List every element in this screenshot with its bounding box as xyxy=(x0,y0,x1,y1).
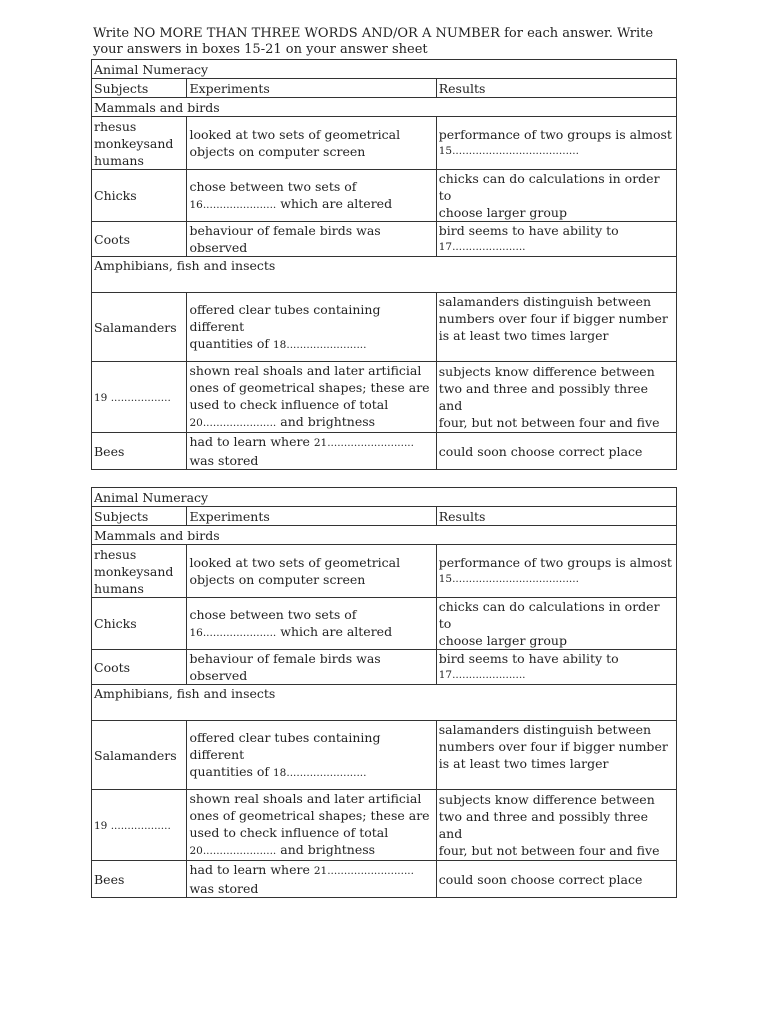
table-row xyxy=(92,117,677,170)
experiment-text: objects on computer screen xyxy=(189,572,366,587)
subject-cell: Chicks xyxy=(92,598,187,650)
experiment-text: ones of geometrical shapes; these are xyxy=(189,808,430,823)
result-text: is at least two times larger xyxy=(438,328,609,343)
answer-blank-20: 20...................... xyxy=(189,417,277,429)
subject-cell xyxy=(92,545,187,598)
experiment-text-line xyxy=(189,433,433,452)
experiment-cell xyxy=(187,362,436,433)
result-text: is at least two times larger xyxy=(438,756,609,771)
result-cell xyxy=(436,598,676,650)
result-text: subjects know difference between xyxy=(438,792,655,807)
answer-blank-18: 18........................ xyxy=(273,766,367,779)
table-row xyxy=(92,545,677,598)
result-cell xyxy=(436,117,676,170)
result-cell xyxy=(436,293,676,362)
experiment-text: chose between two sets of xyxy=(189,606,357,622)
table-row xyxy=(92,790,677,861)
table-row xyxy=(92,293,677,362)
result-text: salamanders distinguish between xyxy=(438,722,652,737)
header-experiments: Experiments xyxy=(187,79,436,98)
subject-cell xyxy=(92,117,187,170)
answer-blank-19: 19 .................. xyxy=(94,819,171,832)
header-results: Results xyxy=(436,507,676,526)
table-title: Animal Numeracy xyxy=(92,488,677,507)
experiment-cell xyxy=(187,790,436,861)
result-text: performance of two groups is almost xyxy=(438,127,672,142)
experiment-text: shown real shoals and later artificial xyxy=(189,363,422,378)
result-cell xyxy=(436,790,676,861)
subject-text: rhesus xyxy=(94,118,137,134)
experiment-text: and brightness xyxy=(276,414,376,429)
experiment-cell xyxy=(187,721,436,790)
instructions-line-2: your answers in boxes 15-21 on your answer sheet xyxy=(93,42,428,57)
result-cell: could soon choose correct place xyxy=(436,861,676,898)
result-text: four, but not between four and five xyxy=(438,415,660,430)
header-experiments: Experiments xyxy=(187,507,436,526)
section-row xyxy=(92,685,677,721)
subject-cell xyxy=(92,790,187,861)
experiment-cell xyxy=(187,293,436,362)
experiment-text: ones of geometrical shapes; these are xyxy=(189,380,430,395)
result-text: two and three and possibly three and xyxy=(438,381,648,413)
answer-blank-16: 16...................... xyxy=(189,626,277,639)
answer-blank-21: 21.......................... xyxy=(313,865,414,877)
experiment-text: looked at two sets of geometrical xyxy=(189,127,401,142)
table-row xyxy=(92,433,677,470)
experiment-text: had to learn where xyxy=(189,862,314,877)
result-text: bird seems to have ability to xyxy=(438,223,619,238)
animal-numeracy-table xyxy=(91,59,677,470)
result-text: bird seems to have ability to xyxy=(438,651,619,666)
subject-cell: Chicks xyxy=(92,170,187,222)
result-text: choose larger group xyxy=(438,633,567,648)
experiment-text-line xyxy=(189,861,433,880)
instructions-line-1: Write NO MORE THAN THREE WORDS AND/OR A NUMBER for each answer. Write xyxy=(93,26,654,41)
experiment-text: quantities of xyxy=(189,335,273,351)
experiment-cell xyxy=(187,170,436,222)
subject-text: humans xyxy=(94,580,144,596)
subject-cell: Coots xyxy=(92,650,187,685)
section-row xyxy=(92,257,677,293)
experiment-text: quantities of xyxy=(189,763,273,779)
section-row xyxy=(92,526,677,545)
table-row xyxy=(92,721,677,790)
answer-blank-20: 20...................... xyxy=(189,845,277,857)
subject-cell xyxy=(92,362,187,433)
result-text: four, but not between four and five xyxy=(438,843,660,858)
result-text: salamanders distinguish between xyxy=(438,294,652,309)
table-title-row xyxy=(92,60,677,79)
instructions-text xyxy=(93,26,693,58)
result-text: numbers over four if bigger number xyxy=(438,739,668,754)
table-header-row xyxy=(92,79,677,98)
experiment-text-line xyxy=(189,413,433,432)
table-row xyxy=(92,170,677,222)
subject-cell: Salamanders xyxy=(92,293,187,362)
experiment-cell xyxy=(187,117,436,170)
answer-blank-17: 17...................... xyxy=(438,241,526,253)
subject-text: rhesus xyxy=(94,546,137,562)
table-row xyxy=(92,650,677,685)
subject-cell: Coots xyxy=(92,222,187,257)
result-cell: could soon choose correct place xyxy=(436,433,676,470)
result-text: choose larger group xyxy=(438,205,567,220)
experiment-cell xyxy=(187,861,436,898)
header-subjects: Subjects xyxy=(92,79,187,98)
answer-blank-17: 17...................... xyxy=(438,669,526,681)
experiment-cell: behaviour of female birds was observed xyxy=(187,650,436,685)
result-cell xyxy=(436,170,676,222)
section-mammals-birds: Mammals and birds xyxy=(92,526,677,545)
section-row xyxy=(92,98,677,117)
table-header-row xyxy=(92,507,677,526)
experiment-text: was stored xyxy=(189,453,259,468)
result-text: chicks can do calculations in order to xyxy=(438,599,660,631)
experiment-text-line xyxy=(189,335,433,354)
section-amphibians-fish-insects: Amphibians, fish and insects xyxy=(92,685,677,721)
result-cell xyxy=(436,362,676,433)
header-results: Results xyxy=(436,79,676,98)
experiment-text: used to check influence of total xyxy=(189,397,389,412)
experiment-text: and brightness xyxy=(276,842,376,857)
answer-blank-16: 16...................... xyxy=(189,198,277,211)
table-row xyxy=(92,861,677,898)
result-text: numbers over four if bigger number xyxy=(438,311,668,326)
result-text: chicks can do calculations in order to xyxy=(438,171,660,203)
result-cell xyxy=(436,721,676,790)
experiment-cell xyxy=(187,433,436,470)
experiment-text: looked at two sets of geometrical xyxy=(189,555,401,570)
experiment-text: shown real shoals and later artificial xyxy=(189,791,422,806)
experiment-text-line xyxy=(189,195,433,214)
answer-blank-21: 21.......................... xyxy=(313,437,414,449)
experiment-text-line xyxy=(189,763,433,782)
answer-blank-15: 15...................................... xyxy=(438,145,579,157)
answer-blank-18: 18........................ xyxy=(273,338,367,351)
experiment-text: had to learn where xyxy=(189,434,314,449)
answer-blank-15: 15...................................... xyxy=(438,573,579,585)
table-title-row xyxy=(92,488,677,507)
result-text: two and three and possibly three and xyxy=(438,809,648,841)
table-row xyxy=(92,598,677,650)
header-subjects: Subjects xyxy=(92,507,187,526)
subject-text: humans xyxy=(94,152,144,168)
table-row xyxy=(92,362,677,433)
section-amphibians-fish-insects: Amphibians, fish and insects xyxy=(92,257,677,293)
result-text: subjects know difference between xyxy=(438,364,655,379)
experiment-text: which are altered xyxy=(276,195,393,211)
experiment-text: chose between two sets of xyxy=(189,178,357,194)
answer-blank-19: 19 .................. xyxy=(94,391,171,404)
experiment-text-line xyxy=(189,841,433,860)
subject-cell: Bees xyxy=(92,861,187,898)
experiment-cell xyxy=(187,598,436,650)
experiment-text: offered clear tubes containing different xyxy=(189,729,381,762)
subject-cell: Bees xyxy=(92,433,187,470)
experiment-text-line xyxy=(189,623,433,642)
experiment-text: objects on computer screen xyxy=(189,144,366,159)
experiment-cell: behaviour of female birds was observed xyxy=(187,222,436,257)
animal-numeracy-table xyxy=(91,487,677,898)
result-cell xyxy=(436,650,676,685)
section-mammals-birds: Mammals and birds xyxy=(92,98,677,117)
table-row xyxy=(92,222,677,257)
result-cell xyxy=(436,545,676,598)
experiment-text: which are altered xyxy=(276,623,393,639)
subject-text: monkeysand xyxy=(94,135,174,151)
result-cell xyxy=(436,222,676,257)
experiment-cell xyxy=(187,545,436,598)
experiment-text: offered clear tubes containing different xyxy=(189,301,381,334)
subject-cell: Salamanders xyxy=(92,721,187,790)
subject-text: monkeysand xyxy=(94,563,174,579)
result-text: performance of two groups is almost xyxy=(438,555,672,570)
experiment-text: was stored xyxy=(189,881,259,896)
experiment-text: used to check influence of total xyxy=(189,825,389,840)
table-title: Animal Numeracy xyxy=(92,60,677,79)
